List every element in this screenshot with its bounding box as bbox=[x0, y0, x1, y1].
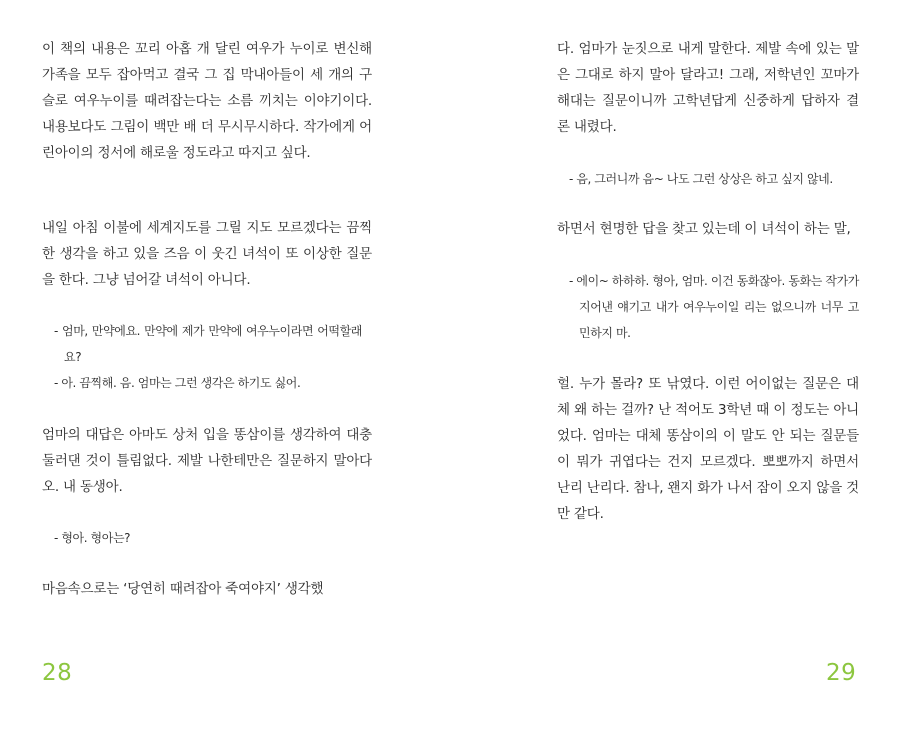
right-dialog-2: - 에이~ 하하하. 형아, 엄마. 이건 동화잖아. 동화는 작가가 지어낸 얘기고 내가 여우누이일 리는 없으니까 너무 고민하지 마. bbox=[569, 274, 859, 340]
right-paragraph-1: 다. 엄마가 눈짓으로 내게 말한다. 제발 속에 있는 말은 그대로 하지 말아 달라고! 그래, 저학년인 꼬마가 해대는 질문이니까 고학년답게 신중하게 답하자 결론 내렸다. bbox=[557, 41, 859, 135]
left-paragraph-1: 이 책의 내용은 꼬리 아홉 개 달린 여우가 누이로 변신해 가족을 모두 잡아먹고 결국 그 집 막내아들이 세 개의 구슬로 여우누이를 때려잡는다는 소름 끼치는 이야기이다. 내용보다도 그림이 백만 배 더 무시무시하다. 작가에게 어린아이의 정서에 해로울 정도라고 따지고 싶다. bbox=[42, 41, 372, 161]
left-dialog-1: - 엄마, 만약에요. 만약에 제가 만약에 여우누이라면 어떡할래요? bbox=[54, 324, 362, 364]
right-dialog-1: - 음, 그러니까 음~ 나도 그런 상상은 하고 싶지 않네. bbox=[569, 172, 833, 186]
left-paragraph-4: 마음속으로는 ‘당연히 때려잡아 죽여야지’ 생각했 bbox=[42, 581, 324, 597]
left-dialog-2: - 아. 끔찍해. 음. 엄마는 그런 생각은 하기도 싫어. bbox=[54, 376, 301, 390]
page-number-right: 29 bbox=[826, 660, 857, 686]
right-paragraph-2: 하면서 현명한 답을 찾고 있는데 이 녀석이 하는 말, bbox=[557, 221, 851, 237]
left-paragraph-3: 엄마의 대답은 아마도 상처 입을 똥삼이를 생각하여 대충 둘러댄 것이 틀림없다. 제발 나한테만은 질문하지 말아다오. 내 동생아. bbox=[42, 427, 372, 495]
right-paragraph-3: 헐. 누가 몰라? 또 낚였다. 이런 어이없는 질문은 대체 왜 하는 걸까? 난 적어도 3학년 때 이 정도는 아니었다. 엄마는 대체 똥삼이의 이 말도 안 되는 질문들이 뭐가 귀엽다는 건지 모르겠다. 뽀뽀까지 하면서 난리 난리다. 참나, 왠지 화가 나서 잠이 오지 않을 것만 같다. bbox=[557, 376, 859, 522]
left-dialog-3: - 형아. 형아는? bbox=[54, 531, 131, 545]
left-paragraph-2: 내일 아침 이불에 세계지도를 그릴 지도 모르겠다는 끔찍한 생각을 하고 있을 즈음 이 웃긴 녀석이 또 이상한 질문을 한다. 그냥 넘어갈 녀석이 아니다. bbox=[42, 220, 372, 288]
page-number-left: 28 bbox=[42, 660, 73, 686]
